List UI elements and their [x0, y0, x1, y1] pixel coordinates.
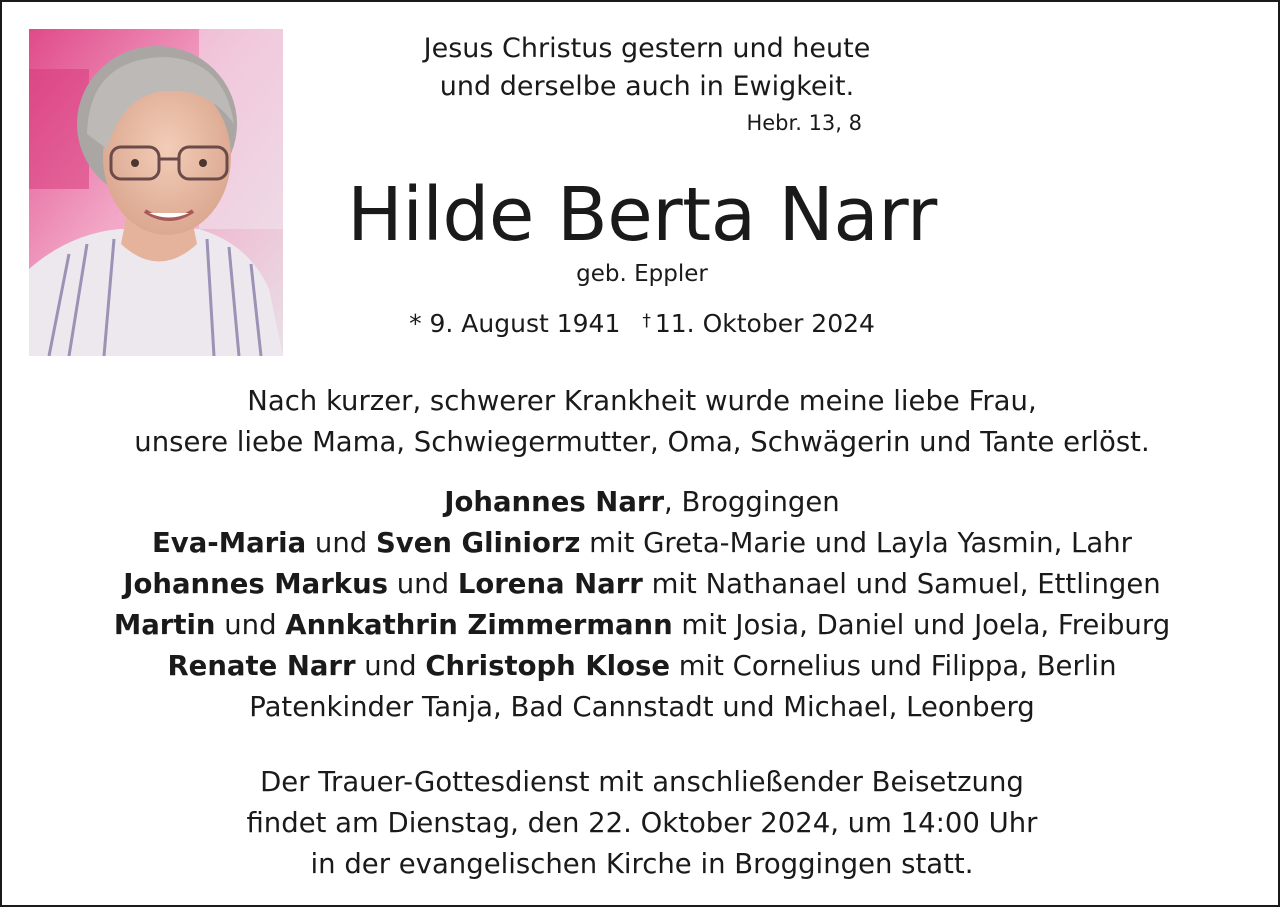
mourner-name: Sven Gliniorz [375, 527, 581, 559]
service-line-2: findet am Dienstag, den 22. Oktober 2024, um 14:00 Uhr [246, 807, 1038, 839]
mourner-conjunction: und [306, 527, 376, 559]
mourner-details: mit Nathanael und Samuel, Ettlingen [642, 568, 1161, 600]
verse-line-2: und derselbe auch in Ewigkeit. [439, 71, 855, 102]
deceased-name: Hilde Berta Narr [347, 172, 937, 258]
service-line-1: Der Trauer-Gottesdienst mit anschließender Beisetzung [260, 766, 1024, 798]
bible-verse [332, 30, 962, 106]
mourner-name: Eva-Maria [152, 527, 307, 559]
mourner-name: Johannes Narr [444, 486, 665, 518]
mourner-name: Lorena Narr [457, 568, 643, 600]
portrait-photo [29, 29, 283, 356]
death-date: 11. Oktober 2024 [654, 309, 875, 338]
announcement-line-1: Nach kurzer, schwerer Krankheit wurde meine liebe Frau, [247, 385, 1037, 417]
death-symbol: † [642, 311, 651, 331]
announcement-text [32, 381, 1252, 463]
mourner-conjunction: und [388, 568, 458, 600]
mourner-details: mit Greta-Marie und Layla Yasmin, Lahr [580, 527, 1132, 559]
mourner-details: , Broggingen [664, 486, 840, 518]
mourners-list [22, 482, 1262, 728]
birth-name: geb. Eppler [576, 261, 708, 287]
verse-line-1: Jesus Christus gestern und heute [423, 33, 871, 64]
life-dates [342, 302, 942, 343]
mourner-name: Christoph Klose [425, 650, 670, 682]
mourner-name: Annkathrin Zimmermann [285, 609, 673, 641]
mourner-row [22, 646, 1262, 687]
mourner-details: mit Cornelius und Filippa, Berlin [669, 650, 1117, 682]
funeral-service-info [32, 762, 1252, 885]
mourner-row [22, 605, 1262, 646]
mourner-row [22, 564, 1262, 605]
godchildren-row: Patenkinder Tanja, Bad Cannstadt und Michael, Leonberg [249, 691, 1035, 723]
mourner-details: mit Josia, Daniel und Joela, Freiburg [672, 609, 1171, 641]
mourner-name: Martin [113, 609, 216, 641]
verse-reference: Hebr. 13, 8 [746, 111, 862, 135]
mourner-name: Johannes Markus [123, 568, 389, 600]
mourner-row [22, 482, 1262, 523]
mourner-row [22, 523, 1262, 564]
mourner-name: Renate Narr [167, 650, 356, 682]
mourner-conjunction: und [215, 609, 286, 641]
service-line-3: in der evangelischen Kirche in Broggingen statt. [310, 848, 974, 880]
birth-date: * 9. August 1941 [409, 309, 621, 338]
mourner-conjunction: und [355, 650, 426, 682]
announcement-line-2: unsere liebe Mama, Schwiegermutter, Oma, Schwägerin und Tante erlöst. [134, 426, 1150, 458]
